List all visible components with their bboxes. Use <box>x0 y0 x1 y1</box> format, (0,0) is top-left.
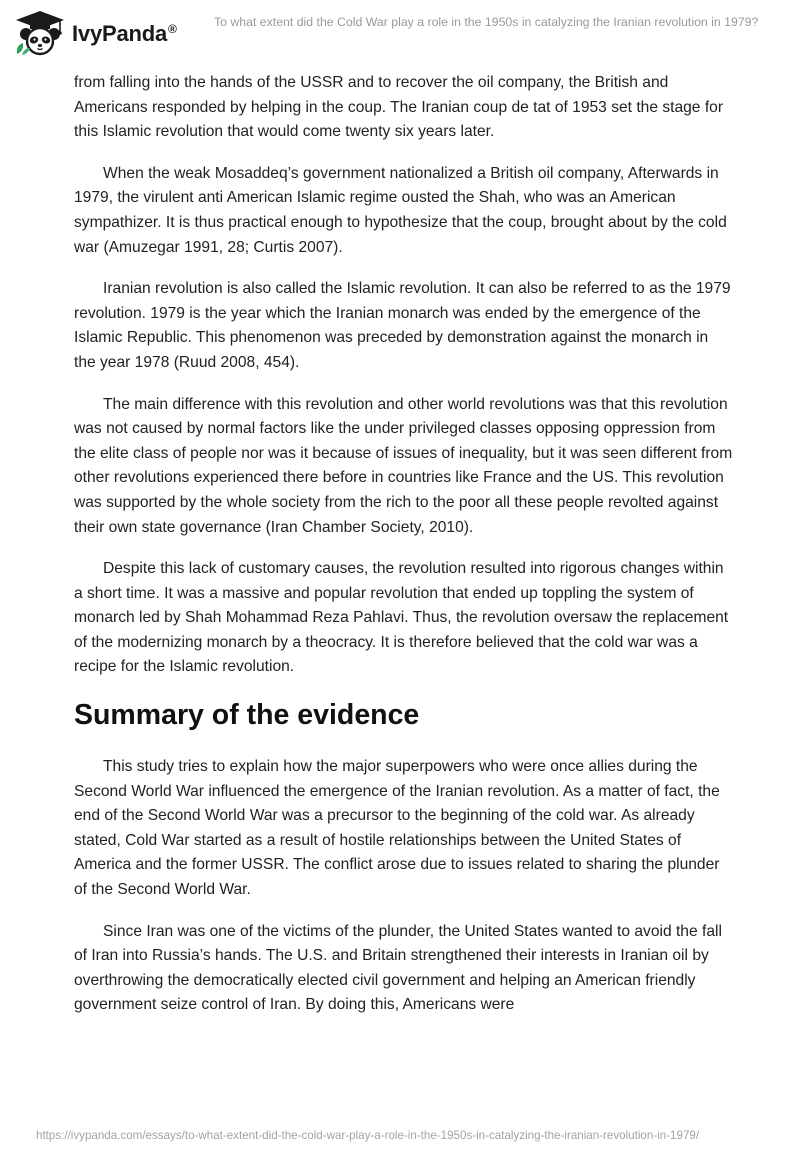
logo-wordmark <box>72 21 177 47</box>
ivypanda-logo[interactable] <box>14 10 177 56</box>
essay-title: To what extent did the Cold War play a role in the 1950s in catalyzing the Iranian revolution in 1979? <box>214 15 759 29</box>
page-header <box>0 0 800 70</box>
paragraph: When the weak Mosaddeq’s government nationalized a British oil company, Afterwards in 1979, the virulent anti American Islamic regime ousted the Shah, who was an American sympathizer. It is thus practical enough to hypothesize that the coup, brought about by the cold war (Amuzegar 1991, 28; Curtis 2007). <box>74 164 727 256</box>
registered-mark: ® <box>168 21 177 36</box>
panda-graduate-icon <box>14 10 66 56</box>
paragraph: from falling into the hands of the USSR and to recover the oil company, the British and Americans responded by helping in the coup. The Iranian coup de tat of 1953 set the stage for this Islamic revolution that would come twenty six years later. <box>74 74 724 141</box>
paragraph: Despite this lack of customary causes, the revolution resulted into rigorous changes within a short time. It was a massive and popular revolution that ended up toppling the system of monarch led by Shah Mohammad Reza Pahlavi. Thus, the revolution oversaw the replacement of the modernizing monarch by a theocracy. It is therefore believed that the cold war was a recipe for the Islamic revolution. <box>74 560 729 676</box>
paragraph: Iranian revolution is also called the Islamic revolution. It can also be referred to as the 1979 revolution. 1979 is the year which the Iranian monarch was ended by the emergence of the Islamic Republic. This phenomenon was preceded by demonstration against the monarch in the year 1978 (Ruud 2008, 454). <box>74 280 731 371</box>
logo-text: IvyPanda <box>72 21 168 46</box>
paragraph: This study tries to explain how the major superpowers who were once allies during the Second World War influenced the emergence of the Iranian revolution. As a matter of fact, the end of the Second World War was a precursor to the beginning of the cold war. As already stated, Cold War started as a result of hostile relationships between the United States of America and the former USSR. The conflict arose due to issues related to sharing the plunder of the Second World War. <box>74 758 720 899</box>
footer-url[interactable]: https://ivypanda.com/essays/to-what-extent-did-the-cold-war-play-a-role-in-the-1950s-in-catalyzing-the-iranian-revolution-in-1979/ <box>36 1129 700 1142</box>
paragraph: The main difference with this revolution and other world revolutions was that this revolution was not caused by normal factors like the under privileged classes opposing oppression from the elite class of people nor was it because of issues of inequality, but it was seen different from other revolutions experienced there before in countries like France and the US. This revolution was supported by the whole society from the rich to the poor all these people revolted against their own state governance (Iran Chamber Society, 2010). <box>74 395 733 536</box>
essay-body <box>74 71 734 1035</box>
section-heading: Summary of the evidence <box>74 699 420 732</box>
paragraph: Since Iran was one of the victims of the plunder, the United States wanted to avoid the fall of Iran into Russia’s hands. The U.S. and Britain strengthened their interests in Iranian oil by overthrowing the democratically elected civil government and helping an American friendly government seize control of Iran. By doing this, Americans were <box>74 922 722 1014</box>
